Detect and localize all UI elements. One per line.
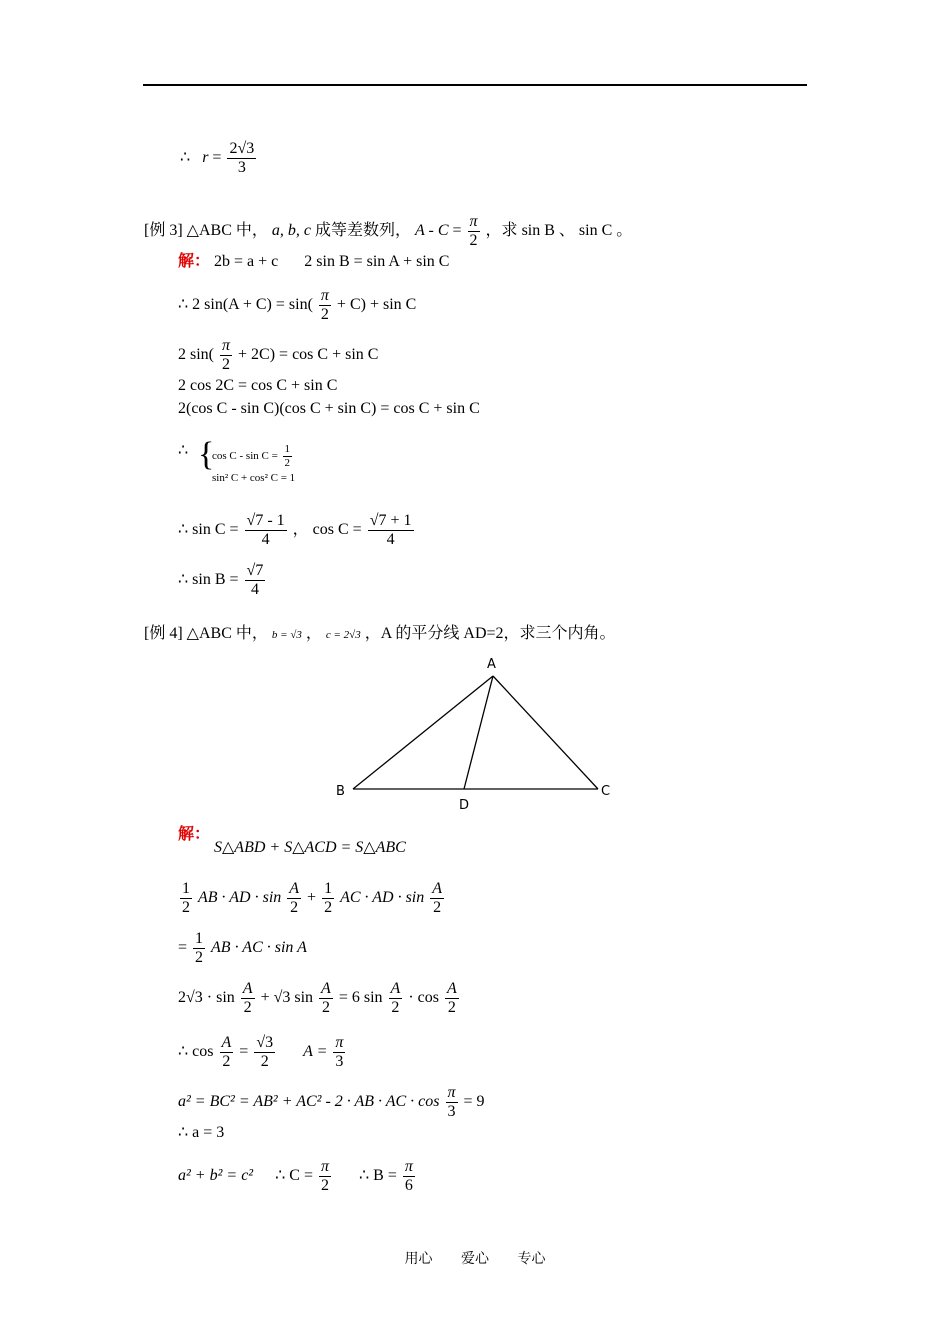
text: 成等差数列， — [315, 222, 412, 240]
text: 。 — [616, 222, 633, 240]
equation: cos C - sin C = — [212, 450, 278, 463]
fraction — [333, 1034, 345, 1071]
denominator: 2 — [321, 999, 330, 1016]
denominator: 3 — [447, 1103, 456, 1120]
example-label: [例 4] — [144, 625, 183, 642]
sol4-line3 — [178, 930, 307, 967]
equation: + √3 sin — [260, 989, 314, 1007]
footer-word: 爱心 — [461, 1251, 489, 1267]
denominator: 2 — [222, 1053, 231, 1070]
side-AB — [353, 676, 493, 789]
fraction — [446, 1084, 458, 1121]
numerator: 1 — [195, 930, 204, 947]
equation: + C) + sin C — [336, 296, 417, 314]
equation: ∴ C = — [275, 1167, 313, 1185]
denominator: 6 — [404, 1177, 413, 1194]
text: △ABC 中， — [186, 625, 268, 642]
denominator: 2 — [324, 899, 333, 916]
equation: + 2C) = cos C + sin C — [238, 346, 379, 364]
equation: cos C = — [312, 521, 362, 539]
equation: · cos — [408, 989, 439, 1007]
denominator: 3 — [237, 159, 246, 176]
fraction — [389, 980, 403, 1017]
fraction — [220, 337, 232, 374]
fraction — [254, 1034, 275, 1071]
denominator: 2 — [290, 899, 299, 916]
equation: = 9 — [463, 1093, 485, 1111]
denominator: 2 — [469, 232, 478, 249]
numerator: √7 — [246, 562, 264, 579]
fraction — [241, 980, 255, 1017]
sol4-line8 — [178, 1158, 417, 1195]
equals: = — [239, 1043, 249, 1061]
denominator: 4 — [386, 531, 395, 548]
sol3-line2 — [178, 287, 416, 324]
fraction — [180, 880, 192, 917]
equation: a² + b² = c² — [178, 1167, 254, 1185]
solution-label: 解： — [178, 253, 211, 270]
numerator: A — [321, 980, 331, 997]
sol3-line4: 2 cos 2C = cos C + sin C — [178, 377, 338, 394]
denominator: 2 — [320, 306, 329, 323]
var-r: r — [202, 149, 209, 167]
sol3-line3 — [178, 337, 378, 374]
numerator: π — [404, 1158, 413, 1175]
equals: = — [452, 222, 462, 240]
numerator: A — [242, 980, 253, 997]
text: ，A 的平分线 AD=2，求三个内角。 — [364, 625, 616, 642]
denominator: 3 — [335, 1053, 344, 1070]
numerator: 1 — [284, 443, 291, 455]
label-A: A — [487, 657, 496, 672]
left-brace-icon: { — [198, 436, 215, 473]
separator: ， — [305, 625, 322, 642]
therefore-symbol: ∴ — [180, 149, 191, 167]
numerator: π — [335, 1034, 344, 1051]
fraction — [430, 880, 444, 917]
sol4-line4 — [178, 980, 461, 1017]
equation: ∴ sin C = — [178, 521, 239, 539]
text: △ABC 中， — [186, 222, 268, 240]
example4-statement — [144, 624, 616, 645]
label-D: D — [459, 798, 470, 813]
equals: = — [178, 939, 188, 957]
footer-word: 专心 — [517, 1251, 546, 1267]
fraction — [445, 980, 459, 1017]
numerator: π — [469, 213, 478, 230]
denominator: 2 — [320, 1177, 329, 1194]
page-footer — [0, 1248, 950, 1268]
numerator: A — [446, 980, 457, 997]
sol3-result2 — [178, 562, 267, 599]
sol3-result1 — [178, 512, 416, 549]
denominator: 2 — [260, 1053, 269, 1070]
fraction — [319, 287, 331, 324]
plus: + — [307, 889, 317, 907]
numerator: π — [222, 337, 231, 354]
numerator: √3 — [256, 1034, 274, 1051]
equation: 2 sin B = sin A + sin C — [304, 253, 450, 270]
numerator: √7 + 1 — [369, 512, 412, 529]
fraction — [319, 1158, 331, 1195]
side-AC — [493, 676, 598, 789]
b-value: b = √3 — [271, 629, 302, 641]
equation: 2 sin( — [178, 346, 214, 364]
fraction — [322, 880, 334, 917]
numerator: A — [432, 880, 443, 897]
equation: ∴ sin B = — [178, 571, 239, 589]
equation: ∴ B = — [358, 1167, 397, 1185]
label-C: C — [601, 784, 611, 799]
numerator: 1 — [182, 880, 190, 897]
numerator: 1 — [324, 880, 333, 897]
fraction — [193, 930, 205, 967]
numerator: A — [289, 880, 300, 897]
equation: AB · AC · sin A — [211, 939, 307, 957]
numerator: √7 - 1 — [246, 512, 285, 529]
triangle-figure — [330, 654, 620, 814]
sol4-line7: ∴ a = 3 — [178, 1124, 225, 1141]
separator: ， — [292, 521, 309, 539]
therefore-symbol: ∴ — [178, 442, 189, 459]
equation: ∴ cos — [178, 1043, 214, 1061]
fraction — [227, 140, 256, 177]
footer-word: 用心 — [404, 1251, 433, 1267]
fraction — [319, 980, 333, 1017]
numerator: π — [320, 1158, 329, 1175]
numerator: π — [447, 1084, 456, 1101]
denominator: 2 — [433, 899, 442, 916]
fraction — [245, 512, 287, 549]
fraction — [283, 443, 293, 470]
label-B: B — [336, 784, 345, 799]
numerator: A — [390, 980, 401, 997]
example-label: [例 3] — [144, 222, 183, 240]
bisector-AD — [464, 676, 493, 789]
example3-statement — [144, 213, 632, 250]
system-eq1 — [212, 443, 294, 470]
denominator: 2 — [222, 356, 230, 373]
equals: = — [212, 149, 222, 167]
equation: a² = BC² = AB² + AC² - 2 · AB · AC · cos — [178, 1093, 440, 1111]
denominator: 2 — [391, 999, 400, 1016]
system-eq2: sin² C + cos² C = 1 — [212, 472, 296, 484]
text: 、 — [558, 222, 575, 240]
text: ，求 — [485, 222, 518, 240]
c-value: c = 2√3 — [325, 629, 361, 641]
fraction — [368, 512, 414, 549]
equation: ∴ 2 sin(A + C) = sin( — [178, 296, 313, 314]
ask-sinB: sin B — [521, 222, 555, 240]
denominator: 2 — [182, 899, 190, 916]
ask-sinC: sin C — [578, 222, 613, 240]
fraction — [287, 880, 301, 917]
sol4-line6 — [178, 1084, 485, 1121]
sol4-line1: S△ABD + S△ACD = S△ABC — [214, 839, 406, 856]
fraction — [220, 1034, 234, 1071]
denominator: 2 — [447, 999, 456, 1016]
fraction — [245, 562, 266, 599]
fraction — [468, 213, 480, 250]
denominator: 2 — [243, 999, 252, 1016]
equation: AC · AD · sin — [340, 889, 425, 907]
numerator: A — [221, 1034, 232, 1051]
denominator: 2 — [284, 457, 291, 469]
vars: a, b, c — [271, 222, 311, 240]
sol3-line5: 2(cos C - sin C)(cos C + sin C) = cos C + sin C — [178, 400, 480, 417]
equation: A = — [303, 1043, 328, 1061]
denominator: 4 — [250, 581, 259, 598]
denominator: 2 — [195, 949, 204, 966]
equation: 2b = a + c — [214, 253, 279, 270]
fraction — [403, 1158, 415, 1195]
equation: 2√3 · sin — [178, 989, 235, 1007]
numerator: π — [320, 287, 329, 304]
equation: = 6 sin — [338, 989, 383, 1007]
condition-lhs: A - C — [415, 222, 449, 240]
equation: AB · AD · sin — [198, 889, 282, 907]
sol3-line1 — [178, 252, 449, 272]
denominator: 4 — [261, 531, 270, 548]
sol4-line5 — [178, 1034, 347, 1071]
top-result — [180, 140, 258, 177]
numerator: 2√3 — [229, 140, 255, 157]
sol4-line2 — [178, 880, 446, 917]
solution-label: 解： — [178, 826, 211, 843]
header-rule — [143, 84, 807, 86]
